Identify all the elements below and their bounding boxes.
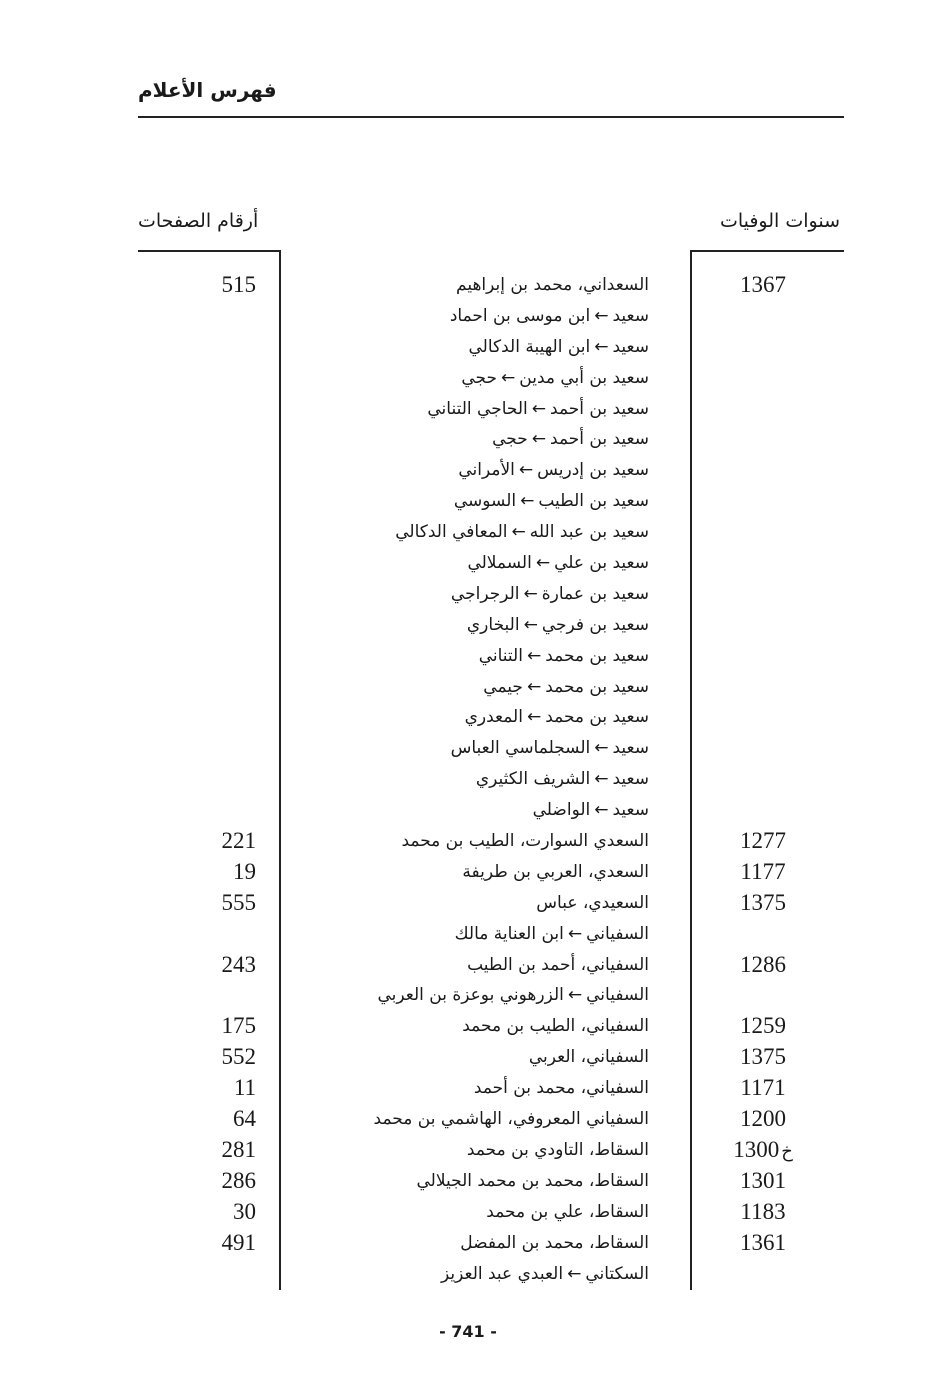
entry-death-year	[698, 270, 828, 300]
entry-name-text: السفياني المعروفي، الهاشمي بن محمد	[373, 1109, 649, 1130]
entry-death-year	[698, 1104, 828, 1134]
index-entry	[138, 548, 844, 579]
index-entry	[138, 610, 844, 641]
index-entry	[138, 486, 844, 517]
entry-name	[288, 610, 649, 640]
entry-year-value: 1301	[740, 1167, 786, 1193]
entry-name-text: سعيد بن أحمد	[550, 429, 649, 450]
entry-name	[288, 826, 649, 856]
entry-name-text: سعيد	[612, 738, 649, 759]
entry-year-prefix: خ	[781, 1140, 793, 1162]
cross-reference-arrow-icon: ←	[594, 800, 609, 821]
entry-death-year	[698, 888, 828, 918]
cross-reference-arrow-icon: ←	[594, 769, 609, 790]
entry-name	[288, 1011, 649, 1041]
index-entry	[138, 1197, 844, 1228]
entry-name	[288, 394, 649, 424]
entry-name	[288, 733, 649, 763]
cross-reference-arrow-icon: ←	[531, 429, 547, 450]
page-number: - 741 -	[439, 1322, 497, 1341]
index-entry	[138, 826, 844, 857]
cross-reference-arrow-icon: ←	[594, 336, 609, 357]
entry-name	[288, 857, 649, 887]
entry-name	[288, 270, 649, 300]
cross-reference-target: حجي	[461, 367, 498, 388]
cross-reference-target: جيمي	[483, 676, 523, 697]
index-entry	[138, 455, 844, 486]
entry-name-text: سعيد	[612, 336, 649, 357]
cross-reference-arrow-icon: ←	[523, 583, 538, 604]
entry-year-value: 1375	[740, 889, 786, 915]
entry-page-number: 243	[221, 951, 256, 977]
entry-name-text: السكتاني	[585, 1263, 649, 1284]
index-entry	[138, 270, 844, 301]
entry-name-text: السعيدي، عباس	[536, 892, 649, 913]
entry-year-value: 1367	[740, 272, 786, 297]
cross-reference-arrow-icon: ←	[535, 553, 551, 574]
entry-name-text: السفياني	[586, 985, 649, 1006]
entry-name	[288, 641, 649, 671]
entry-page-number: 221	[221, 828, 256, 854]
entry-page-number: 286	[221, 1167, 256, 1193]
entry-year-value: 1259	[740, 1013, 786, 1039]
entry-name-text: السقاط، علي بن محمد	[486, 1201, 649, 1222]
entry-year-value: 1361	[740, 1229, 786, 1255]
cross-reference-target: الشريف الكثيري	[475, 769, 591, 790]
entry-death-year	[698, 826, 828, 856]
entry-year-value: 1177	[740, 858, 786, 884]
entry-name-text: سعيد بن عبد الله	[529, 522, 649, 543]
entry-name-text: سعيد بن فرجي	[541, 614, 649, 635]
entry-name	[288, 332, 649, 362]
entry-name-text: السقاط، محمد بن المفضل	[460, 1232, 649, 1253]
cross-reference-arrow-icon: ←	[594, 738, 609, 759]
index-entry	[138, 641, 844, 672]
entry-year-value: 1277	[740, 828, 786, 854]
cross-reference-arrow-icon: ←	[511, 522, 526, 543]
entry-name-text: السفياني	[586, 923, 649, 944]
index-entry	[138, 919, 844, 950]
entry-name-text: سعيد بن عمارة	[541, 583, 649, 604]
entry-name	[288, 517, 649, 547]
entry-death-year	[698, 950, 828, 980]
index-entry	[138, 733, 844, 764]
entry-name-text: سعيد بن محمد	[545, 645, 649, 666]
cross-reference-target: ابن موسى بن احماد	[449, 305, 591, 326]
entry-name-text: سعيد بن علي	[554, 553, 649, 574]
entry-name	[288, 486, 649, 516]
entry-name	[288, 919, 649, 949]
entry-name-text: سعيد	[612, 769, 649, 790]
index-entry	[138, 1073, 844, 1104]
entry-name-text: سعيد بن أبي مدين	[519, 367, 649, 388]
cross-reference-arrow-icon: ←	[523, 614, 538, 635]
cross-reference-arrow-icon: ←	[526, 645, 542, 666]
index-entry	[138, 517, 844, 548]
entry-name-text: سعيد بن إدريس	[537, 460, 649, 481]
cross-reference-target: حجي	[492, 429, 528, 450]
index-entry	[138, 1259, 844, 1290]
pages-column-rule	[138, 250, 280, 252]
entry-death-year	[698, 1228, 828, 1258]
entry-year-value: 1300	[733, 1136, 780, 1162]
entry-name	[288, 980, 649, 1010]
entry-name-text: سعيد	[612, 305, 649, 326]
cross-reference-arrow-icon: ←	[567, 985, 583, 1006]
entry-name	[288, 702, 649, 732]
cross-reference-target: ابن العناية مالك	[454, 923, 564, 944]
index-entry	[138, 764, 844, 795]
entry-death-year	[698, 1166, 828, 1196]
entry-page-number: 175	[221, 1013, 256, 1039]
years-column-rule	[690, 250, 844, 252]
index-entry	[138, 394, 844, 425]
index-entry	[138, 424, 844, 455]
cross-reference-target: العبدي عبد العزيز	[441, 1263, 564, 1284]
entry-name-text: سعيد بن محمد	[545, 707, 649, 728]
entry-name	[288, 764, 649, 794]
entry-name	[288, 579, 649, 609]
cross-reference-arrow-icon: ←	[501, 367, 516, 388]
index-entry	[138, 1166, 844, 1197]
entry-page-number: 30	[233, 1198, 256, 1224]
entry-year-value: 1375	[740, 1044, 786, 1070]
cross-reference-target: السملالي	[467, 553, 532, 574]
entry-year-value: 1183	[740, 1198, 786, 1224]
entry-name-text: سعيد بن أحمد	[550, 398, 649, 419]
entry-name-text: السعداني، محمد بن إبراهيم	[456, 275, 649, 295]
entry-page-number: 555	[221, 889, 256, 915]
entry-page-number: 552	[221, 1044, 256, 1070]
entry-name	[288, 1166, 649, 1196]
entry-name-text: سعيد بن الطيب	[538, 491, 649, 512]
entry-page-number: 515	[221, 272, 256, 297]
cross-reference-arrow-icon: ←	[520, 491, 535, 512]
entry-name	[288, 424, 649, 454]
index-entry	[138, 301, 844, 332]
entry-page-number: 11	[233, 1075, 256, 1101]
entry-name	[288, 672, 649, 702]
entry-name	[288, 548, 649, 578]
header-rule	[138, 116, 844, 118]
entry-name-text: السفياني، أحمد بن الطيب	[467, 954, 649, 975]
cross-reference-target: السجلماسي العباس	[450, 738, 591, 759]
entry-name	[288, 1042, 649, 1072]
years-column-header: سنوات الوفيات	[719, 210, 840, 232]
entry-page-number: 19	[233, 858, 256, 884]
index-entries	[138, 270, 844, 1289]
cross-reference-arrow-icon: ←	[594, 305, 609, 326]
cross-reference-arrow-icon: ←	[567, 923, 583, 944]
cross-reference-arrow-icon: ←	[518, 460, 534, 481]
entry-name	[288, 1073, 649, 1103]
cross-reference-target: الزرهوني بوعزة بن العربي	[377, 985, 564, 1006]
index-entry	[138, 672, 844, 703]
pages-column-header: أرقام الصفحات	[138, 210, 259, 232]
entry-page-number: 491	[221, 1229, 256, 1255]
entry-year-value: 1200	[740, 1106, 786, 1132]
entry-name	[288, 1104, 649, 1134]
cross-reference-arrow-icon: ←	[531, 398, 547, 419]
cross-reference-target: ابن الهيبة الدكالي	[468, 336, 591, 357]
index-entry	[138, 888, 844, 919]
entry-name	[288, 795, 649, 825]
entry-death-year	[698, 1011, 828, 1041]
entry-death-year	[698, 1073, 828, 1103]
cross-reference-target: التناني	[478, 645, 523, 666]
index-entry	[138, 363, 844, 394]
entry-name	[288, 888, 649, 918]
index-entry	[138, 579, 844, 610]
entry-death-year	[698, 1042, 828, 1072]
cross-reference-target: الواضلي	[532, 800, 591, 821]
index-entry	[138, 1042, 844, 1073]
entry-name-text: السعدي السوارت، الطيب بن محمد	[401, 831, 649, 852]
entry-year-value: 1286	[740, 951, 786, 977]
entry-year-value: 1171	[740, 1075, 786, 1101]
entry-name-text: السفياني، الطيب بن محمد	[462, 1016, 649, 1037]
index-entry	[138, 1228, 844, 1259]
cross-reference-target: الرجراجي	[450, 583, 520, 604]
entry-name	[288, 1197, 649, 1227]
entry-name	[288, 1228, 649, 1258]
running-head: فهرس الأعلام	[138, 78, 277, 102]
entry-name-text: سعيد	[612, 800, 649, 821]
entry-name	[288, 363, 649, 393]
index-entry	[138, 980, 844, 1011]
entry-page-number: 281	[221, 1136, 256, 1162]
entry-name	[288, 1259, 649, 1289]
index-entry	[138, 1135, 844, 1166]
index-entry	[138, 702, 844, 733]
index-entry	[138, 950, 844, 981]
cross-reference-arrow-icon: ←	[526, 707, 542, 728]
entry-name-text: السعدي، العربي بن طريفة	[462, 861, 649, 882]
entry-name-text: سعيد بن محمد	[545, 676, 649, 697]
entry-name	[288, 1135, 649, 1165]
entry-death-year	[698, 1135, 828, 1167]
cross-reference-target: الحاجي التناني	[427, 398, 528, 419]
entry-name	[288, 301, 649, 331]
index-entry	[138, 857, 844, 888]
cross-reference-arrow-icon: ←	[567, 1263, 582, 1284]
cross-reference-target: المعافي الدكالي	[395, 522, 508, 543]
cross-reference-target: البخاري	[466, 614, 520, 635]
entry-name-text: السفياني، العربي	[528, 1047, 649, 1068]
cross-reference-target: المعدري	[464, 707, 523, 728]
cross-reference-target: الأمراني	[458, 460, 515, 481]
entry-page-number: 64	[233, 1106, 256, 1132]
entry-name-text: السقاط، محمد بن محمد الجيلالي	[416, 1170, 649, 1191]
cross-reference-target: السوسي	[453, 491, 517, 512]
index-entry	[138, 795, 844, 826]
entry-death-year	[698, 857, 828, 887]
index-entry	[138, 332, 844, 363]
cross-reference-arrow-icon: ←	[526, 676, 542, 697]
entry-name-text: السفياني، محمد بن أحمد	[473, 1078, 649, 1099]
index-entry	[138, 1104, 844, 1135]
entry-name-text: السقاط، التاودي بن محمد	[466, 1139, 649, 1160]
entry-death-year	[698, 1197, 828, 1227]
entry-name	[288, 455, 649, 485]
entry-name	[288, 950, 649, 980]
index-entry	[138, 1011, 844, 1042]
